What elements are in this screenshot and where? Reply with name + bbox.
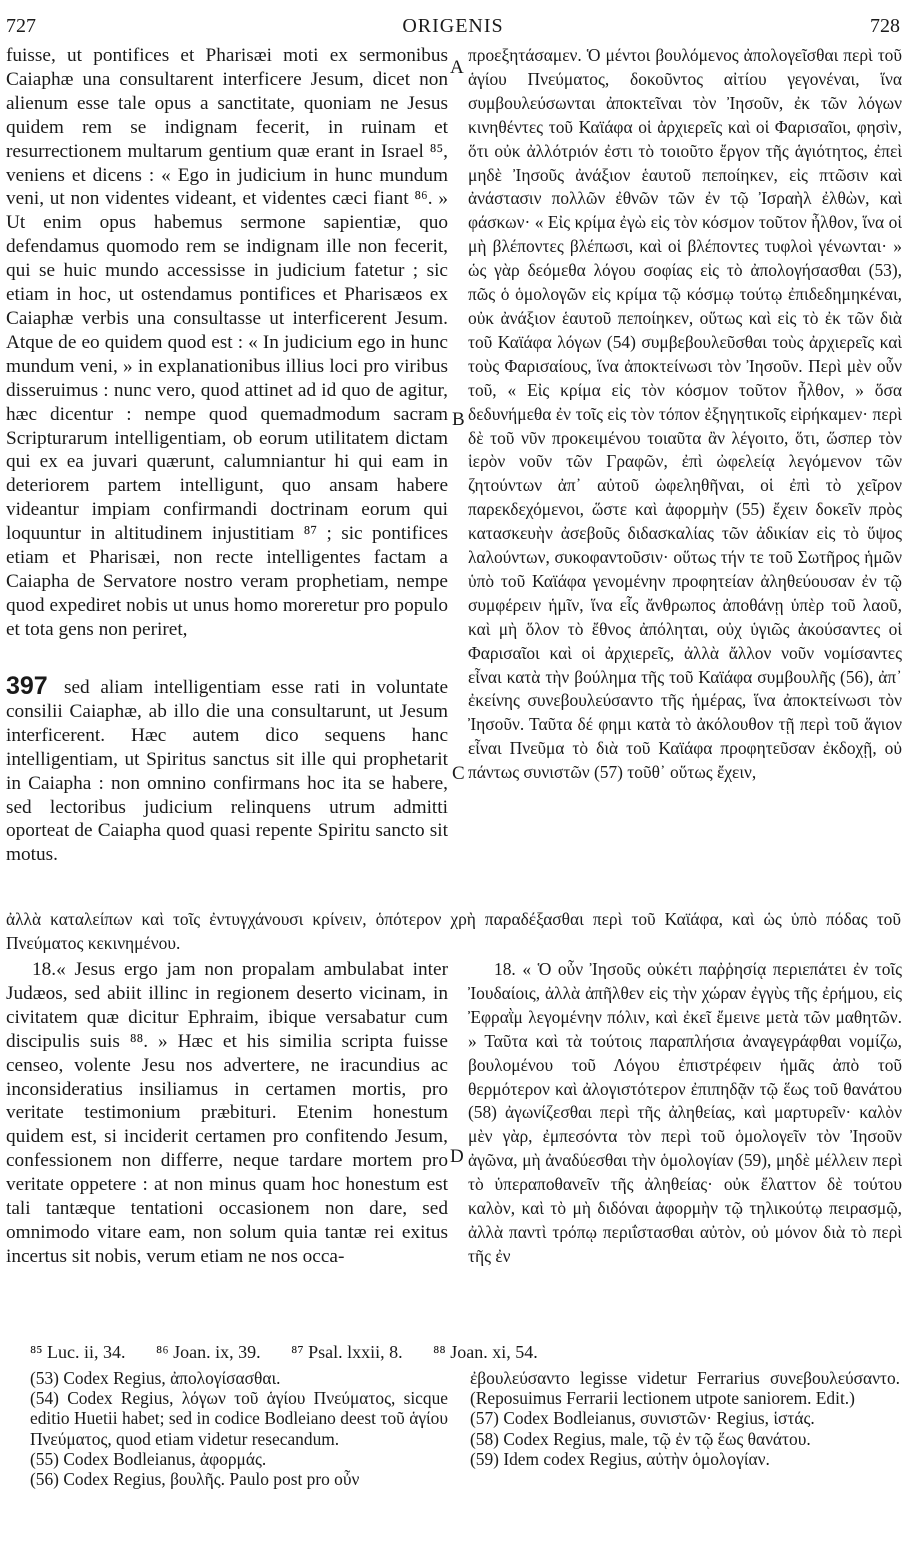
latin-paragraph-1-part-1: fuisse, ut pontifices et Pharisæi moti ex sermonibus Caiaphæ una consultarent interficere Jesum, dicet non alienum esse tale opus a sanctitate, quoniam ne Jesus quidem rem se indignam fecerit, in ruinam et resurrectionem multarum gentium quæ erant in Israel ⁸⁵, veniens et dicens : « Ego in judicium in hunc mundum veni, ut non videntes videant, et videntes cæci fiant ⁸⁶. » Ut enim opus habemus sermone sapientiæ, quo defendamus quomodo rem se indignam ille non fecerit, qui se huic mundo accessisse in judicium fatetur ; sic etiam in hoc, ut ostendamus pontifices et Pharisæos ex Caiaphæ verbis una consultasse ut interficerent Jesum. Atque de eo quidem quod est : « In judicium ego in hunc mundum veni, » in explanationibus illius loci pro viribus disseruimus : nunc vero, quod attinet ad id quo de agitur, hæc dicentur : nempe quod quemadmodum sacram Scripturarum intelligentiam, ob eorum utilitatem dictam qui ex ea juvari quærunt, calumniantur hi qui eam in deteriorem partem intelligunt, quo ansam habere videantur impiam confirmandi doctrinam eorum qui loquuntur in altitudinem injustitiam ⁸⁷ ; sic pontifices etiam et Pharisæi, non recte intelligentes factam a Caiapha de Servatore nostro veram prophetiam, nempe quod expediret nobis ut unus homo moreretur pro populo et tota gens non periret, [6,45,448,640]
reference-88: ⁸⁸ Joan. xi, 54. [433,1342,538,1362]
running-title: ORIGENIS [402,15,504,37]
greek-paragraph-1-tail: ἀλλὰ καταλείπων καὶ τοῖς ἐντυγχάνουσι κρίνειν, ὁπότερον χρὴ παραδέξασθαι περὶ τοῦ Καϊάφα, καὶ ὡς ὑπὸ πόδας τοῦ Πνεύματος κεκινημένου. [6,909,901,953]
footnotes-right [470,1368,900,1469]
reference-85: ⁸⁵ Luc. ii, 34. [30,1342,126,1362]
reference-87: ⁸⁷ Psal. lxxii, 8. [291,1342,403,1362]
reference-86: ⁸⁶ Joan. ix, 39. [156,1342,261,1362]
footnote-56-continued: ἐβουλεύσαντο legisse videtur Ferrarius συνεβουλεύσαντο. (Reposuimus Ferrarii lectionem utpote saniorem. Edit.) [470,1368,900,1409]
scripture-references [30,1341,900,1363]
greek-column-upper [468,44,902,785]
latin-column-upper [6,44,448,642]
footnote-56: (56) Codex Regius, βουλῆς. Paulo post pro οὖν [30,1469,360,1490]
left-page-number: 727 [6,15,36,37]
greek-paragraph-1: προεξητάσαμεν. Ὁ μέντοι βουλόμενος ἀπολογεῖσθαι περὶ τοῦ ἁγίου Πνεύματος, δοκοῦντος αἰτίου γεγονέναι, ἵνα συμβουλεύσωνται ἀποκτεῖναι τὸν Ἰησοῦν, ἐκ τῶν λόγων κινηθέντες τοῦ Καϊάφα οἱ ἀρχιερεῖς καὶ οἱ Φαρισαῖοι, φησὶν, ὅτι οὐκ ἀλλότριόν ἐστι τὸ τοιοῦτο ἔργον τῆς ἁγιότητος, ἐπεὶ μηδὲ Ἰησοῦς ἀνάξιον ἑαυτοῦ πεποίηκεν, εἰς πτῶσιν καὶ ἀνάστασιν πολλῶν ἐθνῶν τῶν ἐν τῷ Ἰσραὴλ ἐλθὼν, καὶ φάσκων· « Εἰς κρίμα ἐγὼ εἰς τὸν κόσμον τοῦτον ἦλθον, ἵνα οἱ μὴ βλέποντες βλέπωσι, καὶ οἱ βλέποντες τυφλοὶ γένωνται· » ὡς γὰρ δεόμεθα λόγου σοφίας εἰς τὸ ἀπολογήσασθαι (53), πῶς ὁ ὁμολογῶν εἰς κρίμα τῷ κόσμῳ τούτῳ ἐπιδεδημηκέναι, οὐκ ἀνάξιον ἑαυτοῦ πεποίηκεν, οὕτως καὶ εἰς τὸ ἐκ τῶν διὰ τοῦ Καϊάφα λόγων (54) συμβεβουλεῦσθαι τοὺς ἀρχιερεῖς καὶ τοὺς Φαρισαίους, ἵνα ἀποκτείνωσι τὸν Ἰησοῦν. Περὶ μὲν οὖν τοῦ, « Εἰς κρίμα εἰς τὸν κόσμον τοῦτον ἦλθον, » ὅσα δεδυνήμεθα ἐν τοῖς εἰς τὸν τόπον ἐξηγητικοῖς εἰρήκαμεν· περὶ δὲ τοῦ νῦν προκειμένου τοιαῦτα ἂν λέγοιτο, ὅτι, ὥσπερ τὸν ἱερὸν νοῦν τῶν Γραφῶν, ἐπὶ ὠφελείᾳ λεγόμενον τῶν ζητούντων ἀπ᾽ αὐτοῦ ὠφεληθῆναι, οἱ ἐπὶ τὸ χεῖρον παρεκδεχόμενοι, ὥστε καὶ ἀφορμὴν (55) ἔχειν δοκεῖν πρὸς κατασκευὴν ἀσεβοῦς διδασκαλίας τῶν ἀδικίαν εἰς τὸ ὕψος λαλούντων, συκοφαντοῦσιν· οὕτως τήν τε τοῦ Σωτῆρος ἡμῶν ὑπὸ τοῦ Καϊάφα γενομένην προφητείαν ἀληθεύουσαν ἐν τῷ συμφέρειν ἡμῖν, ἵνα εἷς ἄνθρωπος ἀποθάνῃ ὑπὲρ τοῦ λαοῦ, καὶ μὴ ὅλον τὸ ἔθνος ἀπόληται, οὐχ ὑγιῶς ἀκούσαντες οἱ Φαρισαῖοι καὶ οἱ ἀρχιερεῖς, ἀλλὰ ἄλλον νοῦν νομίσαντες εἶναι κατὰ τὴν βούλημα τῆς τοῦ Καϊάφα συμβουλῆς (56), ἀπ᾽ ἐκείνης συνεβουλεύσαντο τῆς ἡμέρας, ἵνα ἀποκτείνωσι τὸν Ἰησοῦν. Ταῦτα δέ φημι κατὰ τὸ ἀκόλουθον τῇ περὶ τοῦ ἅγιον εἶναι Πνεῦμα τὸ διὰ τοῦ Καϊάφα προφητεῦσαν ἐκδοχῇ, οὐ πάντως συνιστῶν (57) τοῦθ᾽ οὕτως ἔχειν, [468,45,902,783]
footnotes-left [30,1368,448,1489]
section-letter-a: A [450,57,464,78]
greek-paragraph-2: 18. « Ὁ οὖν Ἰησοῦς οὐκέτι παῤῥησίᾳ περιεπάτει ἐν τοῖς Ἰουδαίοις, ἀλλὰ ἀπῆλθεν εἰς τὴν χώραν ἐγγὺς τῆς ἐρήμου, εἰς Ἐφραῒμ λεγομένην πόλιν, καὶ ἐκεῖ ἔμεινε μετὰ τῶν μαθητῶν. » Ταῦτα καὶ τὰ τούτοις παραπλήσια ἀναγεγράφθαι νομίζω, βουλομένου τοῦ Λόγου ἐπιστρέφειν ἡμᾶς ἀπὸ τοῦ θερμότερον καὶ ἀλογιστότερον ἐπιπηδᾷν τῷ ἕως τοῦ θανάτου (58) ἀγωνίζεσθαι περὶ τῆς ἀληθείας, καὶ μαρτυρεῖν· καλὸν μὲν γὰρ, ἐμπεσόντα τὸν περὶ τοῦ ὁμολογεῖν τὸν Ἰησοῦν ἀγῶνα, μὴ ἀναδύεσθαι τὴν ὁμολογίαν (59), μηδὲ μέλλειν περὶ τὸ ὑπεραποθανεῖν τῆς ἀληθείας· οὐκ ἔλαττον δὲ τούτου καλὸν, καὶ τὸ μὴ διδόναι ἀφορμὴν τῷ τηλικούτῳ πειρασμῷ, ἀλλὰ παντὶ τρόπῳ περιΐστασθαι αὐτὸν, οὐ μόνον διὰ τὸ περὶ τῆς ἐν [468,959,902,1266]
latin-column-lower [6,958,448,1269]
footnote-54: (54) Codex Regius, λόγων τοῦ ἁγίου Πνεύματος, sicque editio Huetii habet; sed in codice Bodleiano deest τοῦ ἁγίου Πνεύματος, quod etiam videtur resecandum. [30,1388,448,1449]
page-header [6,12,900,40]
footnote-55: (55) Codex Bodleianus, ἀφορμάς. [30,1448,267,1469]
latin-paragraph-2: 18.« Jesus ergo jam non propalam ambulabat inter Judæos, sed abiit illinc in regionem deserto vicinam, in civitatem quæ dicitur Ephraim, ibique versabatur cum discipulis suis ⁸⁸. » Hæc et his similia scripta fuisse censeo, volente Jesu nos advertere, ne iracundius ac inconsideratius insiliamus in certamen mortis, pro veritate testimonium præbituri. Etenim honestum quidem est, si inciderit certamen pro confitendo Jesum, confessionem non differre, neque tardare mortem pro veritate oppetere : at non minus quam hoc honestum est tali tantæque tentationi occasionem non dare, sed omnimodo vitare eam, non solum quia tantæ rei exitus incertus sit nobis, verum etiam ne nos occa- [6,959,448,1267]
right-page-number: 728 [870,15,900,37]
greek-column-lower [468,958,902,1269]
section-letter-d: D [450,1146,464,1167]
footnote-59: (59) Idem codex Regius, αὐτὴν ὁμολογίαν. [470,1448,770,1469]
latin-column-upper-continued [6,672,448,867]
section-letter-c: C [452,763,465,784]
footnote-53: (53) Codex Regius, ἀπολογίσασθαι. [30,1368,281,1388]
latin-paragraph-1-part-2: sed aliam intelligentiam esse rati in voluntate consilii Caiaphæ, ab illo die una consultarunt, ut Jesum interficerent. Hæc autem dico sequens hanc intelligentiam, ut Spiritus sanctus sit ille qui prophetarit in Caiapha : non omnino confirmans hoc ita se habere, sed lectoribus judicium relinquens utrum admitti oporteat de Caiapha quod quasi repente Spiritu sancto sit motus. [6,677,448,866]
footnote-57: (57) Codex Bodleianus, συνιστῶν· Regius, ἱστάς. [470,1408,815,1429]
section-letter-b: B [452,409,465,430]
margin-number: 397 [6,672,48,700]
footnote-58: (58) Codex Regius, male, τῷ ἐν τῷ ἕως θανάτου. [470,1428,811,1449]
greek-full-width-continuation [6,908,901,956]
